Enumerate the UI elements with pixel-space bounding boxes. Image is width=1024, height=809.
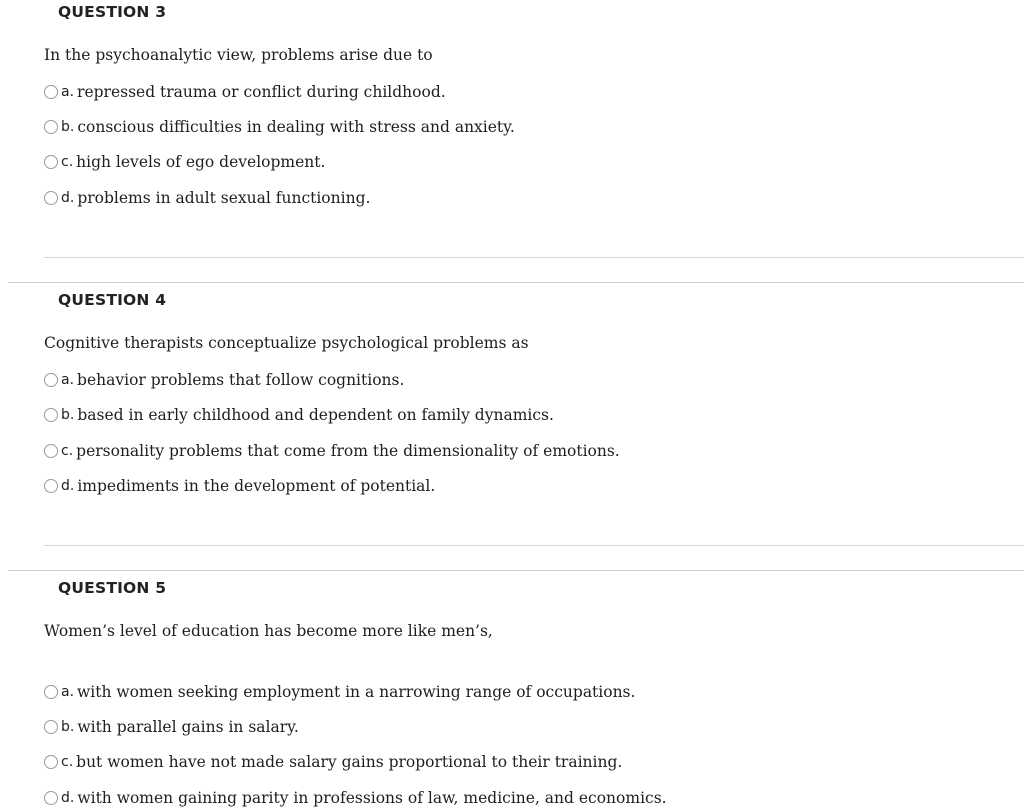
section-divider (8, 570, 1024, 571)
option-text: conscious difficulties in dealing with stress and anxiety. (77, 118, 515, 136)
option-text: behavior problems that follow cognitions. (77, 371, 405, 389)
question-4-option-b[interactable] (44, 404, 554, 426)
question-4-option-d[interactable] (44, 475, 435, 497)
option-text: problems in adult sexual functioning. (77, 189, 371, 207)
radio-button[interactable] (44, 155, 58, 169)
option-letter: d. (61, 478, 75, 494)
question-3-header: QUESTION 3 (58, 3, 167, 21)
question-5-option-d[interactable] (44, 787, 667, 809)
radio-button[interactable] (44, 755, 58, 769)
question-5-option-b[interactable] (44, 716, 299, 738)
question-4-option-a[interactable] (44, 369, 404, 391)
radio-button[interactable] (44, 444, 58, 458)
question-4-text: Cognitive therapists conceptualize psychological problems as (44, 334, 529, 352)
question-3-option-a[interactable] (44, 81, 446, 103)
question-5-text: Women’s level of education has become more like men’s, (44, 622, 493, 640)
radio-button[interactable] (44, 479, 58, 493)
option-text: personality problems that come from the dimensionality of emotions. (76, 442, 620, 460)
radio-button[interactable] (44, 408, 58, 422)
option-letter: c. (61, 754, 74, 770)
section-divider (8, 282, 1024, 283)
option-letter: a. (61, 684, 75, 700)
question-5-header: QUESTION 5 (58, 579, 167, 597)
option-letter: a. (61, 372, 75, 388)
option-text: with women seeking employment in a narrowing range of occupations. (77, 683, 636, 701)
radio-button[interactable] (44, 791, 58, 805)
option-text: with women gaining parity in professions of law, medicine, and economics. (77, 789, 667, 807)
radio-button[interactable] (44, 720, 58, 734)
option-text: based in early childhood and dependent on family dynamics. (77, 406, 554, 424)
option-letter: b. (61, 407, 75, 423)
question-4-option-c[interactable] (44, 440, 620, 462)
question-divider (44, 545, 1024, 546)
question-3-option-d[interactable] (44, 187, 370, 209)
option-letter: c. (61, 154, 74, 170)
question-3-option-b[interactable] (44, 116, 515, 138)
option-letter: a. (61, 84, 75, 100)
option-letter: c. (61, 443, 74, 459)
question-5-option-a[interactable] (44, 681, 635, 703)
question-3-option-c[interactable] (44, 151, 325, 173)
radio-button[interactable] (44, 85, 58, 99)
question-5-option-c[interactable] (44, 751, 622, 773)
radio-button[interactable] (44, 120, 58, 134)
option-text: but women have not made salary gains proportional to their training. (76, 753, 623, 771)
question-4-header: QUESTION 4 (58, 291, 167, 309)
option-letter: d. (61, 190, 75, 206)
option-text: with parallel gains in salary. (77, 718, 299, 736)
option-letter: b. (61, 119, 75, 135)
option-text: repressed trauma or conflict during childhood. (77, 83, 446, 101)
option-text: high levels of ego development. (76, 153, 326, 171)
radio-button[interactable] (44, 191, 58, 205)
option-text: impediments in the development of potential. (77, 477, 436, 495)
radio-button[interactable] (44, 685, 58, 699)
option-letter: d. (61, 790, 75, 806)
radio-button[interactable] (44, 373, 58, 387)
question-divider (44, 257, 1024, 258)
option-letter: b. (61, 719, 75, 735)
question-3-text: In the psychoanalytic view, problems arise due to (44, 46, 433, 64)
